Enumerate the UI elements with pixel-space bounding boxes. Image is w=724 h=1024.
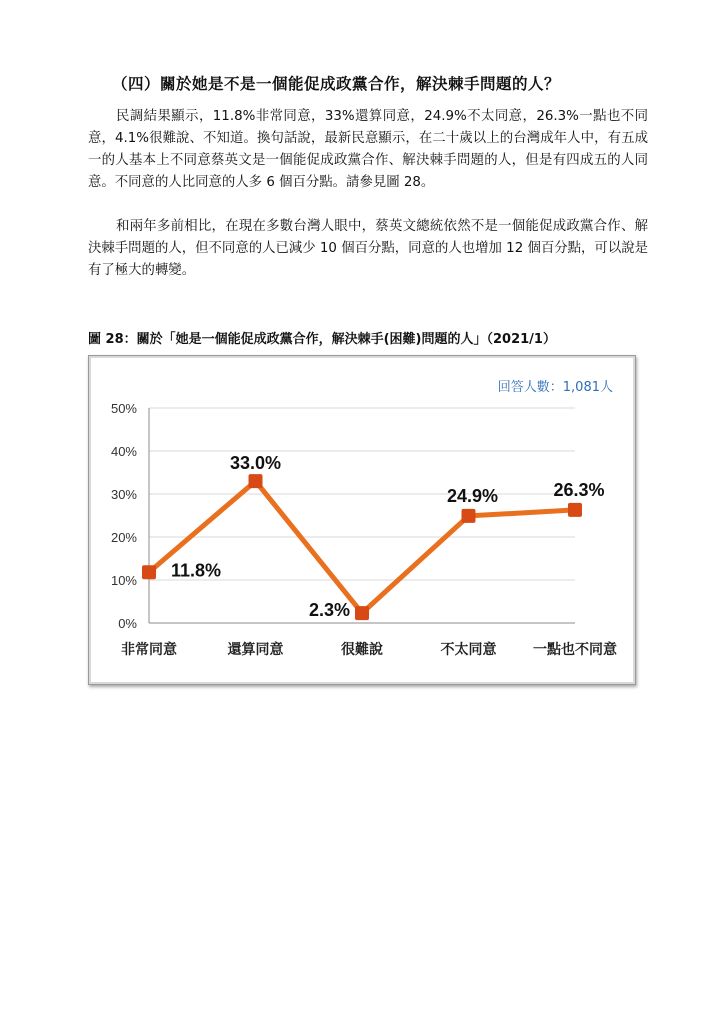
y-tick-label: 30% (110, 487, 137, 502)
series-line (149, 481, 575, 613)
x-category-label: 一點也不同意 (533, 642, 617, 658)
data-label: 11.8% (171, 560, 222, 581)
data-point-marker (142, 565, 156, 579)
y-tick-label: 0% (118, 616, 137, 631)
data-point-marker (568, 503, 582, 517)
x-category-label: 還算同意 (227, 642, 284, 658)
line-chart (89, 356, 637, 686)
paragraph-results: 民調結果顯示，11.8%非常同意，33%還算同意，24.9%不太同意，26.3%一點也不同意，4.1%很難說、不知道。換句話說，最新民意顯示，在二十歲以上的台灣成年人中，有五成一的人基本上不同意蔡英文是一個能促成政黨合作、解決棘手問題的人，但是有四成五的人同意。不同意的人比同意的人多 6 個百分點。請參見圖 28。 (88, 109, 648, 190)
data-point-marker (462, 509, 476, 523)
data-label: 24.9% (446, 485, 499, 506)
y-tick-label: 50% (110, 401, 137, 416)
data-label: 26.3% (553, 479, 605, 500)
figure-caption: 圖 28：關於「她是一個能促成政黨合作，解決棘手(困難)問題的人」（2021/1） (88, 332, 556, 347)
x-category-label: 不太同意 (440, 642, 497, 658)
data-label: 2.3% (308, 600, 350, 621)
y-tick-label: 20% (110, 530, 137, 545)
sample-size-note: 回答人數：1,081人 (497, 380, 613, 395)
x-category-label: 很難說 (341, 642, 383, 658)
paragraph-comparison: 和兩年多前相比，在現在多數台灣人眼中，蔡英文總統依然不是一個能促成政黨合作、解決棘手問題的人，但不同意的人已減少 10 個百分點，同意的人也增加 12 個百分點，可以說是有了極大的轉變。 (88, 219, 648, 278)
data-point-marker (355, 606, 369, 620)
chart-frame (88, 355, 636, 685)
y-tick-label: 40% (110, 444, 137, 459)
section-heading: （四）關於她是不是一個能促成政黨合作，解決棘手問題的人？ (112, 74, 561, 93)
y-tick-label: 10% (110, 573, 137, 588)
x-category-label: 非常同意 (121, 642, 177, 658)
data-label: 33.0% (229, 453, 282, 474)
data-point-marker (249, 474, 263, 488)
